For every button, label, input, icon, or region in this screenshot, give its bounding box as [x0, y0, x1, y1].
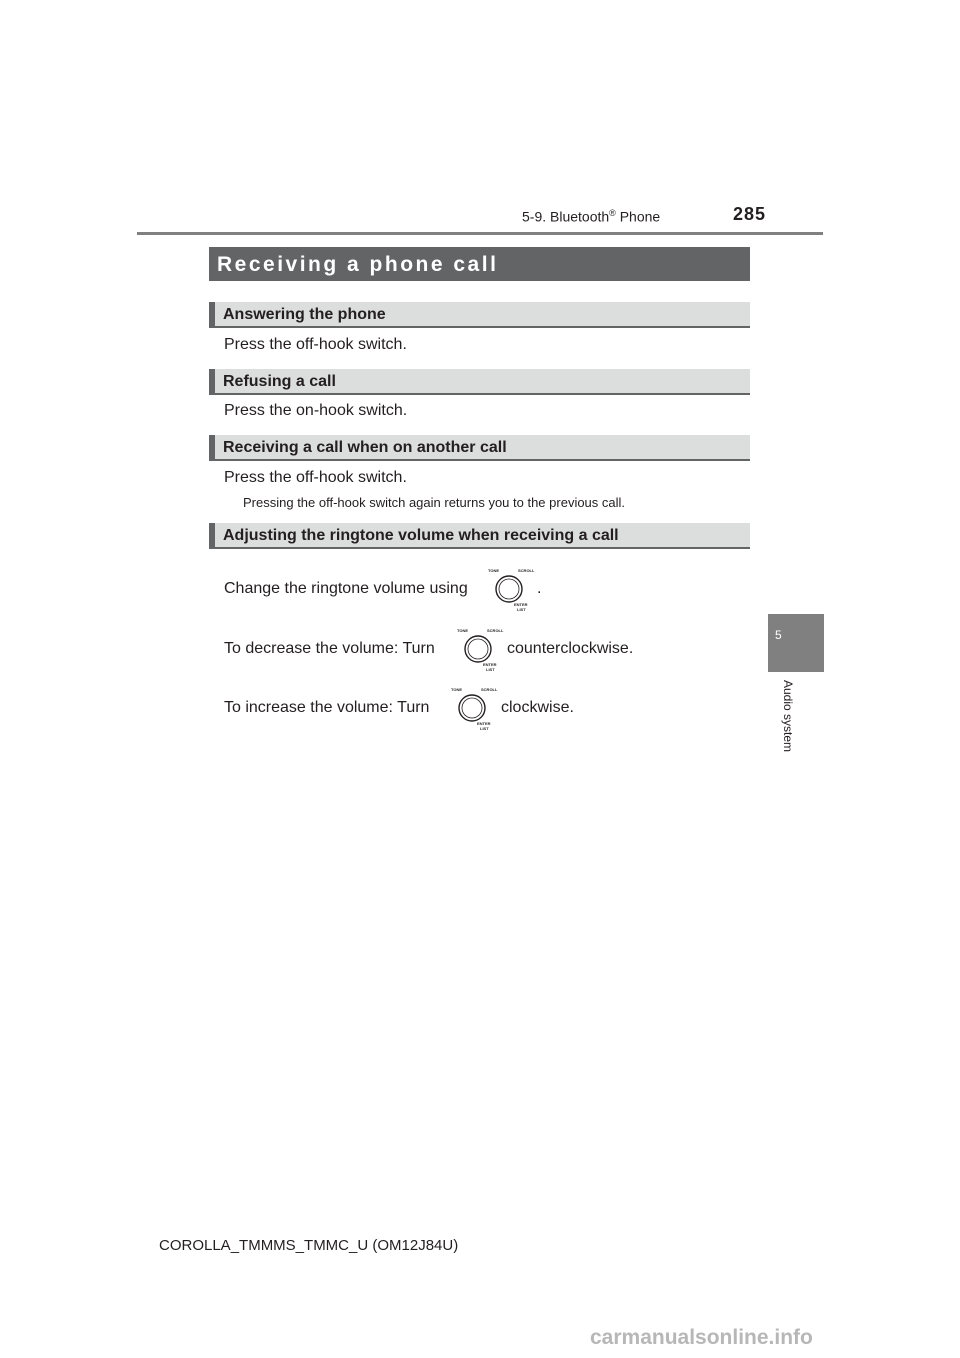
heading-refusing: Refusing a call	[209, 369, 750, 395]
text-change-volume-end: .	[537, 580, 542, 597]
tune-knob-icon	[448, 685, 498, 733]
text-increase-volume: To increase the volume: Turn	[224, 699, 430, 716]
section-title: 5-9. Bluetooth® Phone	[522, 208, 661, 225]
svg-text:ENTER: ENTER	[477, 721, 491, 726]
svg-text:TONE: TONE	[457, 628, 469, 633]
registered-mark: ®	[609, 208, 616, 218]
heading-answering: Answering the phone	[209, 302, 750, 328]
tune-knob-icon	[454, 626, 504, 674]
text-counterclockwise: counterclockwise.	[507, 640, 634, 657]
svg-text:ENTER: ENTER	[514, 602, 528, 607]
chapter-tab	[768, 614, 824, 672]
text-answering: Press the off-hook switch.	[224, 336, 407, 353]
svg-text:SCROLL: SCROLL	[481, 687, 498, 692]
text-refusing: Press the on-hook switch.	[224, 402, 408, 419]
footer-code: COROLLA_TMMMS_TMMC_U (OM12J84U)	[159, 1237, 459, 1254]
heading-another-call: Receiving a call when on another call	[209, 435, 750, 461]
text-clockwise: clockwise.	[501, 699, 574, 716]
chapter-label: Audio system	[781, 680, 795, 753]
svg-text:LIST: LIST	[517, 607, 526, 612]
header-divider	[137, 232, 823, 235]
svg-text:SCROLL: SCROLL	[518, 568, 535, 573]
main-title: Receiving a phone call	[209, 247, 750, 281]
chapter-number: 5	[775, 628, 782, 642]
page-number: 285	[733, 204, 767, 224]
svg-text:ENTER: ENTER	[483, 662, 497, 667]
tune-knob-icon	[485, 566, 535, 614]
svg-text:SCROLL: SCROLL	[487, 628, 504, 633]
text-decrease-volume: To decrease the volume: Turn	[224, 640, 435, 657]
svg-text:TONE: TONE	[451, 687, 463, 692]
watermark: carmanualsonline.info	[590, 1326, 813, 1349]
text-change-volume: Change the ringtone volume using	[224, 580, 468, 597]
svg-text:TONE: TONE	[488, 568, 500, 573]
svg-text:LIST: LIST	[486, 667, 495, 672]
note-another-call: Pressing the off-hook switch again returns you to the previous call.	[243, 495, 626, 510]
svg-text:LIST: LIST	[480, 726, 489, 731]
text-another-call: Press the off-hook switch.	[224, 469, 407, 486]
heading-ringtone-volume: Adjusting the ringtone volume when receiving a call	[209, 523, 750, 549]
